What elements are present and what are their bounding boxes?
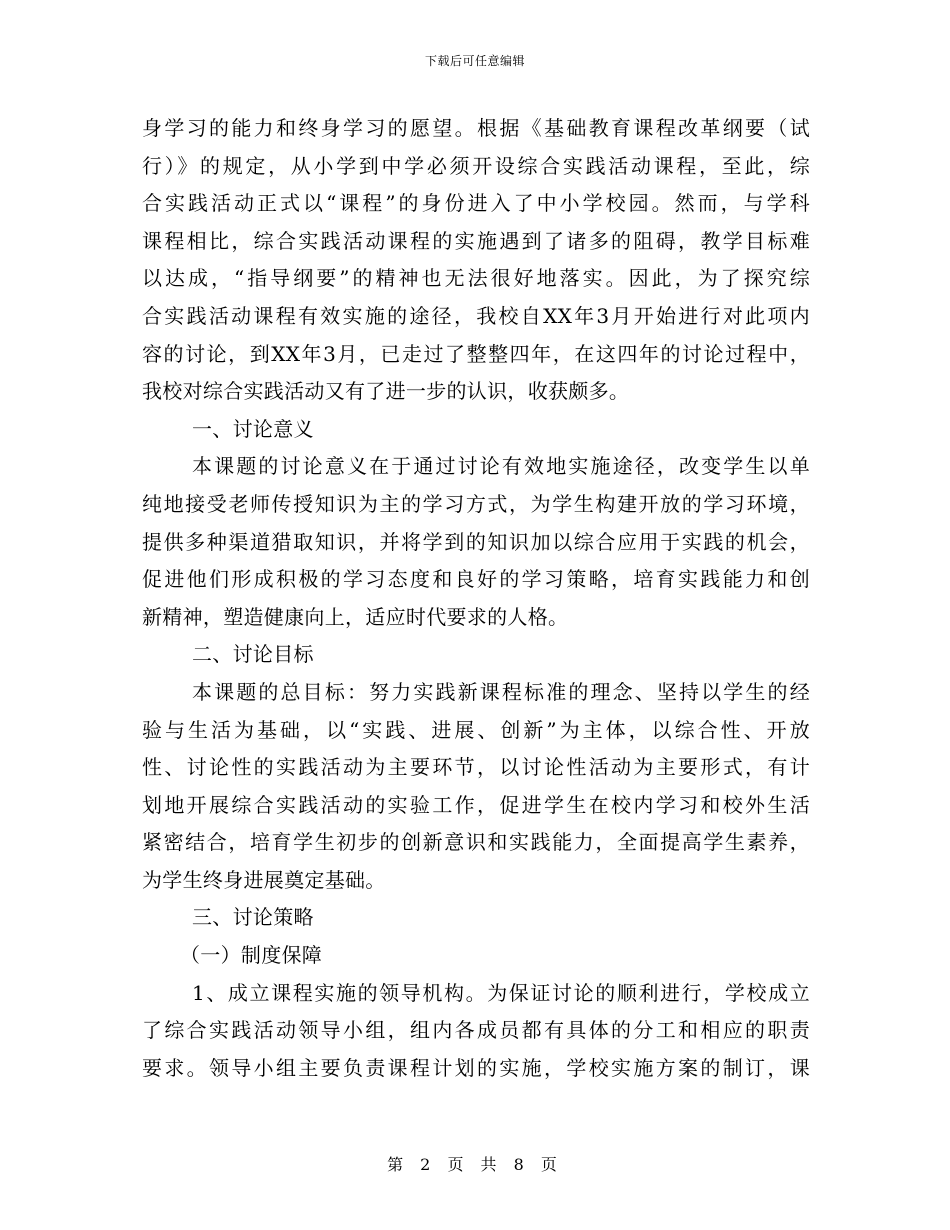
text-line: 促进他们形成积极的学习态度和良好的学习策略，培育实践能力和创 — [142, 567, 810, 592]
text-line: 1、成立课程实施的领导机构。为保证讨论的顺利进行，学校成立 — [192, 980, 810, 1005]
text-line: 容的讨论，到XX年3月，已走过了整整四年，在这四年的讨论过程中， — [142, 341, 810, 366]
text-line: 身学习的能力和终身学习的愿望。根据《基础教育课程改革纲要（试 — [142, 116, 810, 140]
section-heading: 一、讨论意义 — [192, 416, 314, 441]
page-header: 下载后可任意编辑 — [424, 54, 525, 68]
text-line: 合实践活动课程有效实施的途径，我校自XX年3月开始进行对此项内 — [142, 303, 810, 328]
text-line: 了综合实践活动领导小组，组内各成员都有具体的分工和相应的职责 — [142, 1018, 810, 1043]
text-line: 性、讨论性的实践活动为主要环节，以讨论性活动为主要形式，有计 — [142, 755, 810, 780]
text-line: 紧密结合，培育学生初步的创新意识和实践能力，全面提高学生素养， — [142, 830, 810, 855]
text-line: 纯地接受老师传授知识为主的学习方式，为学生构建开放的学习环境， — [142, 491, 810, 516]
text-line: 我校对综合实践活动又有了进一步的认识，收获颇多。 — [142, 379, 630, 404]
text-line: 提供多种渠道猎取知识，并将学到的知识加以综合应用于实践的机会， — [142, 529, 810, 554]
text-line: 课程相比，综合实践活动课程的实施遇到了诸多的阻碍，教学目标难 — [142, 228, 810, 253]
text-line: 要求。领导小组主要负责课程计划的实施，学校实施方案的制订，课 — [142, 1055, 810, 1080]
text-line: 以达成，“指导纲要”的精神也无法很好地落实。因此，为了探究综 — [142, 266, 810, 291]
text-line: 新精神，塑造健康向上，适应时代要求的人格。 — [142, 604, 569, 629]
text-line: 划地开展综合实践活动的实验工作，促进学生在校内学习和校外生活 — [142, 792, 810, 817]
text-line: 验与生活为基础，以“实践、进展、创新”为主体，以综合性、开放 — [142, 717, 810, 742]
section-heading: 二、讨论目标 — [192, 642, 314, 667]
document-body — [142, 110, 810, 1087]
page-footer: 第 2 页 共 8 页 — [387, 1155, 563, 1174]
subsection-heading: （一）制度保障 — [180, 943, 323, 968]
text-line: 合实践活动正式以“课程”的身份进入了中小学校园。然而，与学科 — [142, 191, 810, 216]
text-line: 本课题的总目标：努力实践新课程标准的理念、坚持以学生的经 — [192, 679, 810, 704]
text-line: 为学生终身进展奠定基础。 — [142, 867, 386, 892]
text-line: 本课题的讨论意义在于通过讨论有效地实施途径，改变学生以单 — [192, 454, 810, 479]
text-line: 行）》的规定，从小学到中学必须开设综合实践活动课程，至此，综 — [142, 153, 810, 178]
section-heading: 三、讨论策略 — [192, 905, 314, 930]
